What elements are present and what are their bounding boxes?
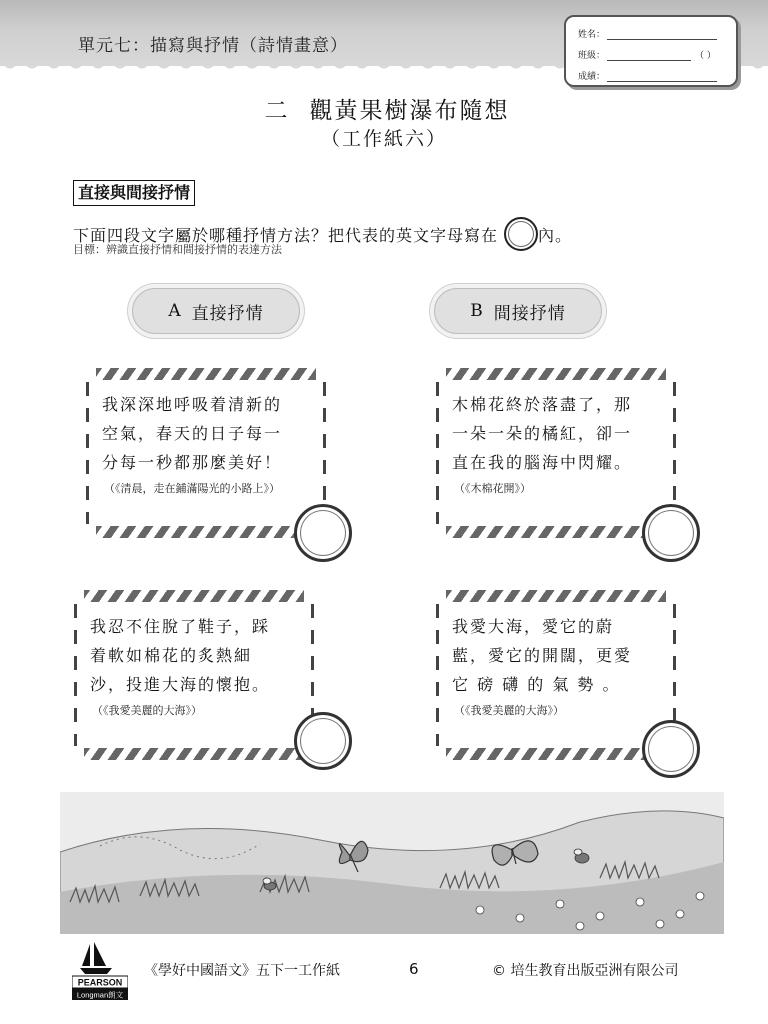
- class-number-paren: （ ）: [695, 51, 716, 61]
- passage-line: 直在我的腦海中閃耀。: [452, 453, 633, 472]
- passage-line: 木棉花終於落盡了，那: [452, 395, 633, 414]
- logo-text: PEARSON: [77, 977, 123, 988]
- passage-text: [452, 612, 666, 699]
- page-title: [0, 92, 768, 125]
- passage-text: [452, 390, 666, 477]
- learning-goal: 目標：辨識直接抒情和間接抒情的表達方法: [73, 243, 282, 256]
- card-border-bottom: [446, 526, 666, 538]
- card-border-top: [84, 590, 304, 602]
- card-border-left: [74, 604, 77, 746]
- logo-subtext: Longman朗文: [76, 990, 124, 1000]
- passage-card-1: [84, 368, 328, 538]
- card-border-left: [86, 382, 89, 524]
- passage-line: 着軟如棉花的炙熱細: [90, 646, 253, 665]
- instruction-text-after: 內。: [538, 225, 573, 245]
- category-a-pill: [132, 288, 300, 334]
- card-border-top: [96, 368, 316, 380]
- lesson-number: 二: [264, 98, 290, 124]
- card-border-top: [446, 590, 666, 602]
- sample-circle-icon: [504, 217, 538, 251]
- pearson-logo: [72, 940, 128, 1000]
- card-border-left: [436, 382, 439, 524]
- passage-line: 分每一秒都那麼美好！: [102, 453, 283, 472]
- passage-card-2: [434, 368, 678, 538]
- card-border-top: [446, 368, 666, 380]
- passage-line: 藍，愛它的開闊，更愛: [452, 646, 633, 665]
- passage-source: （《清晨，走在鋪滿陽光的小路上》）: [104, 482, 280, 495]
- grade-field[interactable]: [607, 71, 717, 82]
- section-label: 直接與間接抒情: [73, 180, 195, 206]
- passage-source: （《我愛美麗的大海》）: [454, 704, 564, 717]
- card-border-right: [673, 382, 676, 524]
- ship-icon: [80, 942, 112, 974]
- passage-text: [102, 390, 316, 477]
- category-a-label: 直接抒情: [191, 303, 264, 324]
- footer-publisher: © 培生教育出版亞洲有限公司: [492, 963, 679, 979]
- page-number: 6: [409, 960, 419, 978]
- class-label: 班級：: [578, 51, 606, 61]
- passage-source: （《我愛美麗的大海》）: [92, 704, 202, 717]
- name-field[interactable]: [607, 29, 717, 40]
- card-border-bottom: [84, 748, 304, 760]
- passage-card-4: [434, 590, 678, 760]
- lesson-title: 觀黃果樹瀑布隨想: [309, 98, 510, 124]
- card-border-bottom: [446, 748, 666, 760]
- passage-line: 一朵一朵的橘紅，卻一: [452, 424, 633, 443]
- passage-line: 沙，投進大海的懷抱。: [90, 675, 271, 694]
- class-field[interactable]: [607, 50, 691, 61]
- instruction-text-before: 下面四段文字屬於哪種抒情方法？把代表的英文字母寫在: [73, 225, 499, 245]
- category-a-letter: A: [168, 301, 182, 321]
- grade-row: [578, 69, 717, 82]
- footer-book-title: 《學好中國語文》五下一工作紙: [144, 963, 340, 979]
- name-row: [578, 27, 717, 40]
- answer-circle-4[interactable]: [642, 720, 700, 778]
- card-border-bottom: [96, 526, 316, 538]
- unit-title: 單元七：描寫與抒情（詩情畫意）: [78, 36, 348, 56]
- passage-line: 我深深地呼吸着清新的: [102, 395, 283, 414]
- answer-circle-2[interactable]: [642, 504, 700, 562]
- passage-line: 空氣，春天的日子每一: [102, 424, 283, 443]
- class-row: [578, 48, 716, 61]
- grade-label: 成績：: [578, 72, 606, 82]
- passage-line: 我愛大海，愛它的蔚: [452, 617, 615, 636]
- passage-text: [90, 612, 304, 699]
- category-b-letter: B: [470, 301, 484, 321]
- name-label: 姓名：: [578, 30, 606, 40]
- passage-line: 它 磅 礴 的 氣 勢 。: [452, 675, 621, 694]
- passage-card-3: [72, 590, 316, 760]
- student-info-box: [564, 15, 738, 87]
- category-b-label: 間接抒情: [493, 303, 566, 324]
- card-border-right: [323, 382, 326, 524]
- meadow-illustration: [60, 792, 724, 934]
- worksheet-subtitle: （工作紙六）: [320, 128, 447, 150]
- answer-circle-1[interactable]: [294, 504, 352, 562]
- passage-source: （《木棉花開》）: [454, 482, 531, 495]
- passage-line: 我忍不住脫了鞋子，踩: [90, 617, 271, 636]
- answer-circle-3[interactable]: [294, 712, 352, 770]
- category-b-pill: [434, 288, 602, 334]
- card-border-left: [436, 604, 439, 746]
